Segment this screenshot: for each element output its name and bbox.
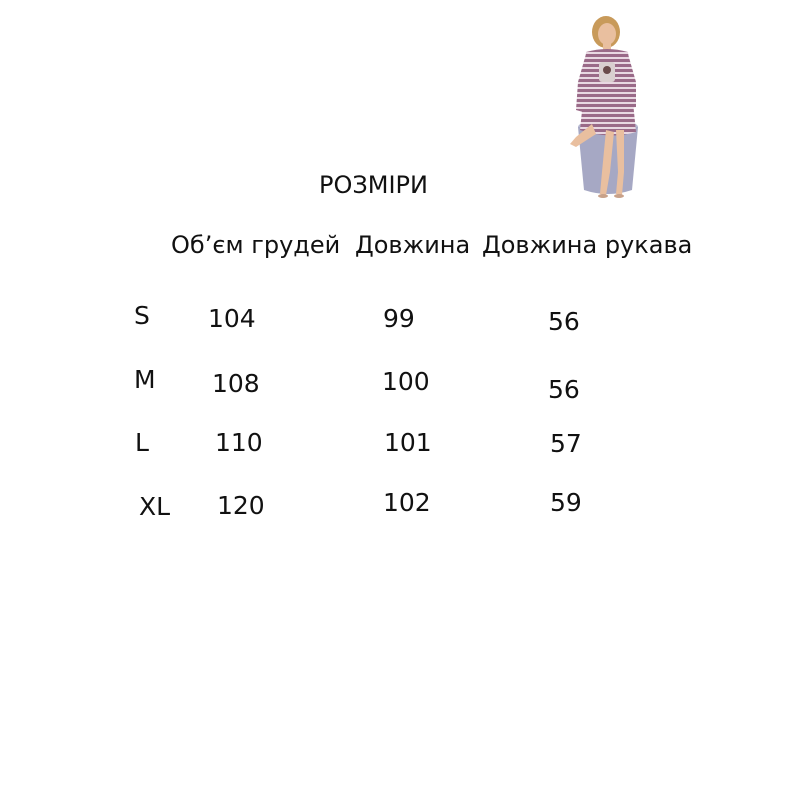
header-length: Довжина [355, 231, 471, 259]
size-label: S [134, 301, 150, 330]
sleeve-value: 56 [548, 375, 580, 404]
length-value: 101 [384, 428, 432, 457]
size-label: M [134, 365, 156, 394]
sleeve-value: 57 [550, 429, 582, 458]
bust-value: 110 [215, 428, 263, 457]
sleeve-value: 56 [548, 307, 580, 336]
length-value: 102 [383, 488, 431, 517]
model-photo [550, 12, 660, 202]
bust-value: 108 [212, 369, 260, 398]
length-value: 99 [383, 304, 415, 333]
bust-value: 120 [217, 491, 265, 520]
sleeve-value: 59 [550, 488, 582, 517]
page-title: РОЗМІРИ [319, 171, 428, 199]
size-label: L [135, 428, 149, 457]
header-sleeve: Довжина рукава [482, 231, 693, 259]
bust-value: 104 [208, 304, 256, 333]
length-value: 100 [382, 367, 430, 396]
size-label: XL [139, 492, 171, 521]
header-bust: Об’єм грудей [171, 231, 341, 259]
